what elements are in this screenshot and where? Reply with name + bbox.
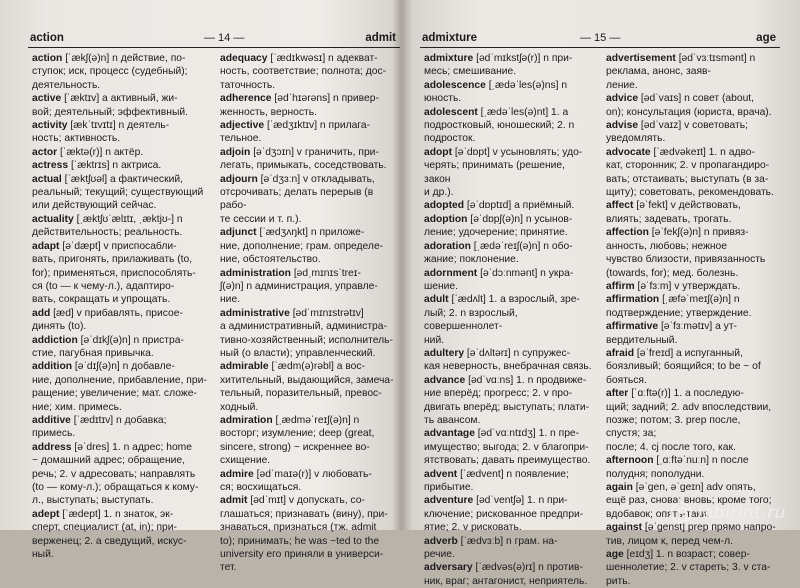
headword: advance xyxy=(424,374,466,386)
entry-definition: [ˌædəˈles(ə)ns] n юность. xyxy=(424,79,568,105)
page-number: — 14 — xyxy=(204,32,245,44)
headword: actress xyxy=(32,160,69,172)
dictionary-entry xyxy=(32,307,208,334)
headword: age xyxy=(606,549,624,561)
headword: adversary xyxy=(424,562,473,574)
entry-definition: [ədˈmɪnɪstrətɪv] a административный, администра- тивно-хозяйственный; исполнитель- ный (о власти); управленческий. xyxy=(220,307,393,359)
entry-definition: [ˈædvent] n появление; прибытие. xyxy=(424,468,569,493)
dictionary-entry xyxy=(424,561,594,588)
dictionary-entry xyxy=(32,159,208,172)
dictionary-entry xyxy=(424,52,594,79)
dictionary-entry xyxy=(606,387,776,454)
watermark-text: labirint.ru xyxy=(697,503,786,523)
dictionary-entry xyxy=(424,347,594,374)
entry-definition: [əˈdɪʃ(ə)n] n добавле- ние, дополнение, прибавление, при- ращение; увеличение; мат. сложе- ние; хим. примесь. xyxy=(32,361,207,413)
entry-definition: [ˈæktə(r)] n актёр. xyxy=(57,146,144,158)
entry-definition: [ˈædʒʌŋkt] n приложе- ние, дополнение; грам. определе- ние, обстоятельство. xyxy=(220,227,384,266)
headword: additive xyxy=(32,414,71,426)
dictionary-entry xyxy=(424,199,594,212)
entry-definition: [ˌæktʃʊˈælɪtɪ, ˌæktjʊ-] n действительность; реальность. xyxy=(32,213,183,239)
dictionary-entry xyxy=(220,267,396,307)
headword: afternoon xyxy=(606,455,654,467)
entry-definition: [əˈdʒɜːn] v откладывать, отсрочивать; делать перерыв (в рабо- те сессии и т. п.). xyxy=(220,173,375,225)
headword: advise xyxy=(606,120,639,132)
right-page xyxy=(420,0,780,587)
headword: after xyxy=(606,388,629,400)
entry-definition: [eɪdʒ] 1. n возраст; совер- шеннолетие; 2. v стареть; 3. v ста- рить. xyxy=(606,549,771,587)
dictionary-entry xyxy=(606,280,776,293)
dictionary-entry xyxy=(32,119,208,146)
dictionary-entry xyxy=(606,320,776,347)
entry-definition: [ədˌmɪnɪsˈtreɪ- ʃ(ə)n] n администрация, управле- ние. xyxy=(220,267,378,306)
watermark xyxy=(670,502,786,524)
dictionary-entry xyxy=(424,267,594,294)
headword: adornment xyxy=(424,267,478,279)
dictionary-entry xyxy=(424,427,594,467)
headword: active xyxy=(32,93,62,105)
headword: addition xyxy=(32,361,73,373)
dictionary-entry xyxy=(32,146,208,159)
dictionary-entry xyxy=(606,92,776,119)
entry-definition: [əˈdɒptɪd] a приёмный. xyxy=(464,200,575,212)
headword: activity xyxy=(32,120,68,132)
labirint-logo-icon xyxy=(670,502,692,524)
dictionary-entry xyxy=(220,226,396,266)
dictionary-entry xyxy=(32,92,208,119)
entry-definition: [ədˈhɪərəns] n привер- женность, верность. xyxy=(220,93,379,118)
headword: affirmation xyxy=(606,294,660,306)
headword: admit xyxy=(220,495,248,507)
headword: adjunct xyxy=(220,227,257,239)
right-page-column-2 xyxy=(600,52,780,587)
dictionary-entry xyxy=(220,414,396,468)
entry-definition: [ˈædm(ə)rəbl] a вос- хитительный, выдающийся, замеча- тельный, поразительный, превос- ходный. xyxy=(220,361,394,413)
entry-definition: [ədˈventʃə] 1. n при- ключение; рискованное предпри- ятие; 2. v рисковать. xyxy=(424,495,584,534)
entry-definition: [ədˈvaɪz] v советовать; уведомлять. xyxy=(606,120,748,145)
entry-definition: [ˈædʒɪktɪv] n прилага- тельное. xyxy=(220,120,370,145)
headword: adopted xyxy=(424,200,465,212)
dictionary-entry xyxy=(606,293,776,320)
entry-definition: [əˈdæpt] v приспосабли- вать, пригонять, прилаживать (to, for); применяться, приспособлять- ся (to — к чему-л.), адаптиро- вать, сокращать и упрощать. xyxy=(32,240,196,306)
headword: admiration xyxy=(220,414,273,426)
guide-word-first: admixture xyxy=(422,32,477,44)
entry-definition: [ˈædʌlt] 1. a взрослый, зре- лый; 2. n взрослый, совершеннолет- ний. xyxy=(424,294,580,346)
headword: adverb xyxy=(424,535,458,547)
dictionary-entry xyxy=(220,52,396,92)
dictionary-entry xyxy=(32,52,208,92)
entry-definition: [əˈdres] 1. n адрес; home ~ домашний адрес; обращение, речь; 2. v адресовать; направлять (to — кому-л.); обращаться к кому- л., выступать; выступать. xyxy=(32,441,199,507)
dictionary-entry xyxy=(220,173,396,227)
dictionary-entry xyxy=(424,468,594,495)
dictionary-entry xyxy=(220,92,396,119)
dictionary-entry xyxy=(424,240,594,267)
headword: advocate xyxy=(606,146,651,158)
entry-definition: [ədˈvɑːntɪdʒ] 1. n пре- имущество; выгода; 2. v благопри- ятствовать; давать преимущество. xyxy=(424,428,591,467)
headword: administrative xyxy=(220,307,290,319)
headword: add xyxy=(32,307,51,319)
headword: adapt xyxy=(32,240,60,252)
dictionary-entry xyxy=(32,414,208,441)
entry-definition: [ədˈvaɪs] n совет (about, on); консультация (юриста, врача). xyxy=(606,93,772,118)
dictionary-entry xyxy=(424,535,594,562)
dictionary-entry xyxy=(606,454,776,481)
headword: advent xyxy=(424,468,458,480)
guide-word-first: action xyxy=(30,32,64,44)
dictionary-entry xyxy=(220,494,396,574)
entry-definition: [ədˈmɪkstʃə(r)] n при- месь; смешивание. xyxy=(424,53,573,78)
entry-definition: [əˈfreɪd] a испуганный, боязливый; боящийся; to be ~ of бояться. xyxy=(606,347,761,386)
headword: addiction xyxy=(32,334,78,346)
dictionary-entry xyxy=(220,307,396,361)
dictionary-entry xyxy=(606,347,776,387)
dictionary-entry xyxy=(606,119,776,146)
dictionary-entry xyxy=(220,360,396,414)
headword: adequacy xyxy=(220,53,268,64)
dictionary-entry xyxy=(32,213,208,240)
left-page-header xyxy=(28,22,400,48)
headword: adopt xyxy=(424,146,453,158)
left-page xyxy=(28,0,400,574)
entry-definition: [ˈædvəkeɪt] 1. n адво- кат, сторонник; 2. v пропагандиро- вать; отстаивать; выступать (в за- щиту); советовать, рекомендовать. xyxy=(606,146,774,199)
dictionary-entry xyxy=(32,240,208,307)
headword: against xyxy=(606,522,643,534)
entry-definition: [ˈæktʃʊəl] a фактический, реальный; текущий; существующий или действующий сейчас. xyxy=(32,173,204,212)
headword: afraid xyxy=(606,347,635,359)
dictionary-entry xyxy=(32,508,208,562)
entry-definition: [əˈdʒɔɪn] v граничить, при- легать, примыкать, соседствовать. xyxy=(220,146,387,172)
headword: adolescent xyxy=(424,106,478,118)
headword: admirable xyxy=(220,361,269,373)
headword: adult xyxy=(424,294,449,306)
left-page-column-1 xyxy=(28,52,214,561)
right-page-header xyxy=(420,22,780,48)
entry-definition: [əˈgenst] prep прямо напро- тив, лицом к, перед чем-л. xyxy=(606,522,776,547)
dictionary-entry xyxy=(220,119,396,146)
entry-definition: [əˈdɪkʃ(ə)n] n пристра- стие, пагубная привычка. xyxy=(32,334,184,359)
headword: adultery xyxy=(424,347,465,359)
dictionary-entry xyxy=(606,226,776,280)
entry-definition: [əˈdɒpʃ(ə)n] n усынов- ление; удочерение; принятие. xyxy=(424,213,573,239)
headword: adjourn xyxy=(220,173,258,185)
headword: adjoin xyxy=(220,146,251,158)
entry-definition: [ˈæktɪv] a активный, жи- вой; деятельный; эффективный. xyxy=(32,93,188,118)
headword: actuality xyxy=(32,213,74,225)
headword: administration xyxy=(220,267,291,279)
dictionary-entry xyxy=(424,146,594,200)
entry-definition: [ˈædvɜːb] n грам. на- речие. xyxy=(424,535,558,561)
dictionary-entry xyxy=(424,293,594,347)
dictionary-entry xyxy=(220,146,396,173)
entry-definition: [æd] v прибавлять, присое- динять (to). xyxy=(32,307,183,333)
entry-definition: [ˌædəˈreɪʃ(ə)n] n обо- жание; поклонение. xyxy=(424,240,573,266)
entry-definition: [ˈædvəs(ə)rɪ] n против- ник, враг; антагонист, неприятель. xyxy=(424,562,588,587)
entry-definition: [əˈdɔːnmənt] n укра- шение. xyxy=(424,267,574,292)
headword: adolescence xyxy=(424,79,486,91)
entry-definition: [ədˈvɑːns] 1. n продвиже- ние вперёд; прогресс; 2. v про- двигать вперёд; выступать; плати- ть авансом. xyxy=(424,374,590,426)
headword: action xyxy=(32,53,63,64)
headword: admixture xyxy=(424,53,474,64)
entry-definition: [əˈfekt] v действовать, влиять; задевать, трогать. xyxy=(606,200,741,225)
guide-word-last: age xyxy=(756,32,776,44)
dictionary-entry xyxy=(424,494,594,534)
dictionary-entry xyxy=(32,334,208,361)
dictionary-entry xyxy=(606,199,776,226)
headword: address xyxy=(32,441,72,453)
dictionary-entry xyxy=(424,106,594,146)
page-number: — 15 — xyxy=(580,32,621,44)
headword: again xyxy=(606,482,633,493)
dictionary-entry xyxy=(32,173,208,213)
headword: advantage xyxy=(424,428,475,440)
guide-word-last: admit xyxy=(365,32,396,44)
entry-definition: [ˈɑːftə(r)] 1. a последую- щий; задний; 2. adv впоследствии, позже; потом; 3. prep после, спустя; за; после; 4. cj после того, как. xyxy=(606,388,772,453)
headword: affect xyxy=(606,200,634,212)
dictionary-entry xyxy=(424,213,594,240)
dictionary-entry xyxy=(32,441,208,508)
headword: adherence xyxy=(220,93,272,105)
headword: actor xyxy=(32,146,58,158)
entry-definition: [ˌæfəˈmeɪʃ(ə)n] n подтверждение; утверждение. xyxy=(606,294,752,319)
right-page-column-1 xyxy=(420,52,600,587)
dictionary-entry xyxy=(32,360,208,414)
entry-definition: [ədˈvɜːtɪsmənt] n реклама, анонс, заяв- ление. xyxy=(606,53,756,91)
entry-definition: [ækˈtɪvɪtɪ] n деятель- ность; активность. xyxy=(32,120,170,145)
headword: affirm xyxy=(606,280,635,292)
dictionary-entry xyxy=(424,79,594,106)
headword: advertisement xyxy=(606,53,676,64)
entry-definition: [əˈfɜːmətɪv] a ут- вердительный. xyxy=(606,321,737,346)
entry-definition: [əˈfekʃ(ə)n] n привяз- анность, любовь; нежное чувство близости, привязанность (towards, for); мед. болезнь. xyxy=(606,227,766,279)
dictionary-entry xyxy=(606,521,776,548)
headword: adoration xyxy=(424,240,471,252)
entry-definition: [ˈæktrɪs] n актриса. xyxy=(68,160,162,172)
dictionary-entry xyxy=(606,548,776,588)
headword: affection xyxy=(606,227,649,239)
dictionary-entry xyxy=(220,468,396,495)
entry-definition: [əˈdɒpt] v усыновлять; удо- черять; принимать (решение, закон и др.). xyxy=(424,146,583,199)
headword: adventure xyxy=(424,495,474,507)
headword: adjective xyxy=(220,120,265,132)
left-page-column-2 xyxy=(214,52,400,574)
entry-definition: [ˈædɪtɪv] n добавка; примесь. xyxy=(32,414,167,440)
entry-definition: [ˈækʃ(ə)n] n действие, по- ступок; иск, процесс (судебный); деятельность. xyxy=(32,53,188,91)
entry-definition: [ˈædɪkwəsɪ] n адекват- ность, соответствие; полнота; дос- таточность. xyxy=(220,53,387,91)
entry-definition: [əˈdʌltərɪ] n супружес- кая неверность, внебрачная связь. xyxy=(424,347,592,373)
headword: adoption xyxy=(424,213,468,225)
dictionary-entry xyxy=(606,146,776,200)
entry-definition: [ˌɑːftəˈnuːn] n после полудня; пополудни. xyxy=(606,455,749,480)
entry-definition: [ˌædməˈreɪʃ(ə)n] n восторг; изумление; deep (great, sincere, strong) ~ искреннее во- схищение. xyxy=(220,414,375,467)
headword: actual xyxy=(32,173,62,185)
headword: admire xyxy=(220,468,254,480)
entry-definition: [ədˈmaɪə(r)] v любовать- ся; восхищаться. xyxy=(220,468,372,493)
dictionary-entry xyxy=(606,52,776,92)
dictionary-entry xyxy=(424,374,594,428)
headword: advice xyxy=(606,93,639,105)
entry-definition: [ˌædəˈles(ə)nt] 1. a подростковый, юношеский; 2. n подросток. xyxy=(424,106,575,145)
entry-definition: [əˈfɜːm] v утверждать. xyxy=(634,280,741,292)
headword: adept xyxy=(32,508,60,520)
entry-definition: [əˈgen, əˈgeɪn] adv опять, ещё раз, снова; вновь; кроме того; вдобавок; опять-таки. xyxy=(606,482,772,520)
entry-definition: [ˈædept] 1. n знаток, эк- сперт, специалист (at, in); при- верженец; 2. a сведущий, искус- ный. xyxy=(32,508,187,561)
headword: affirmative xyxy=(606,321,659,333)
entry-definition: [ədˈmɪt] v допускать, со- глашаться; признавать (вину), при- знаваться, признаться (тж. admit to); принимать; he was ~ted to the university его приняли в универси- тет. xyxy=(220,495,388,574)
